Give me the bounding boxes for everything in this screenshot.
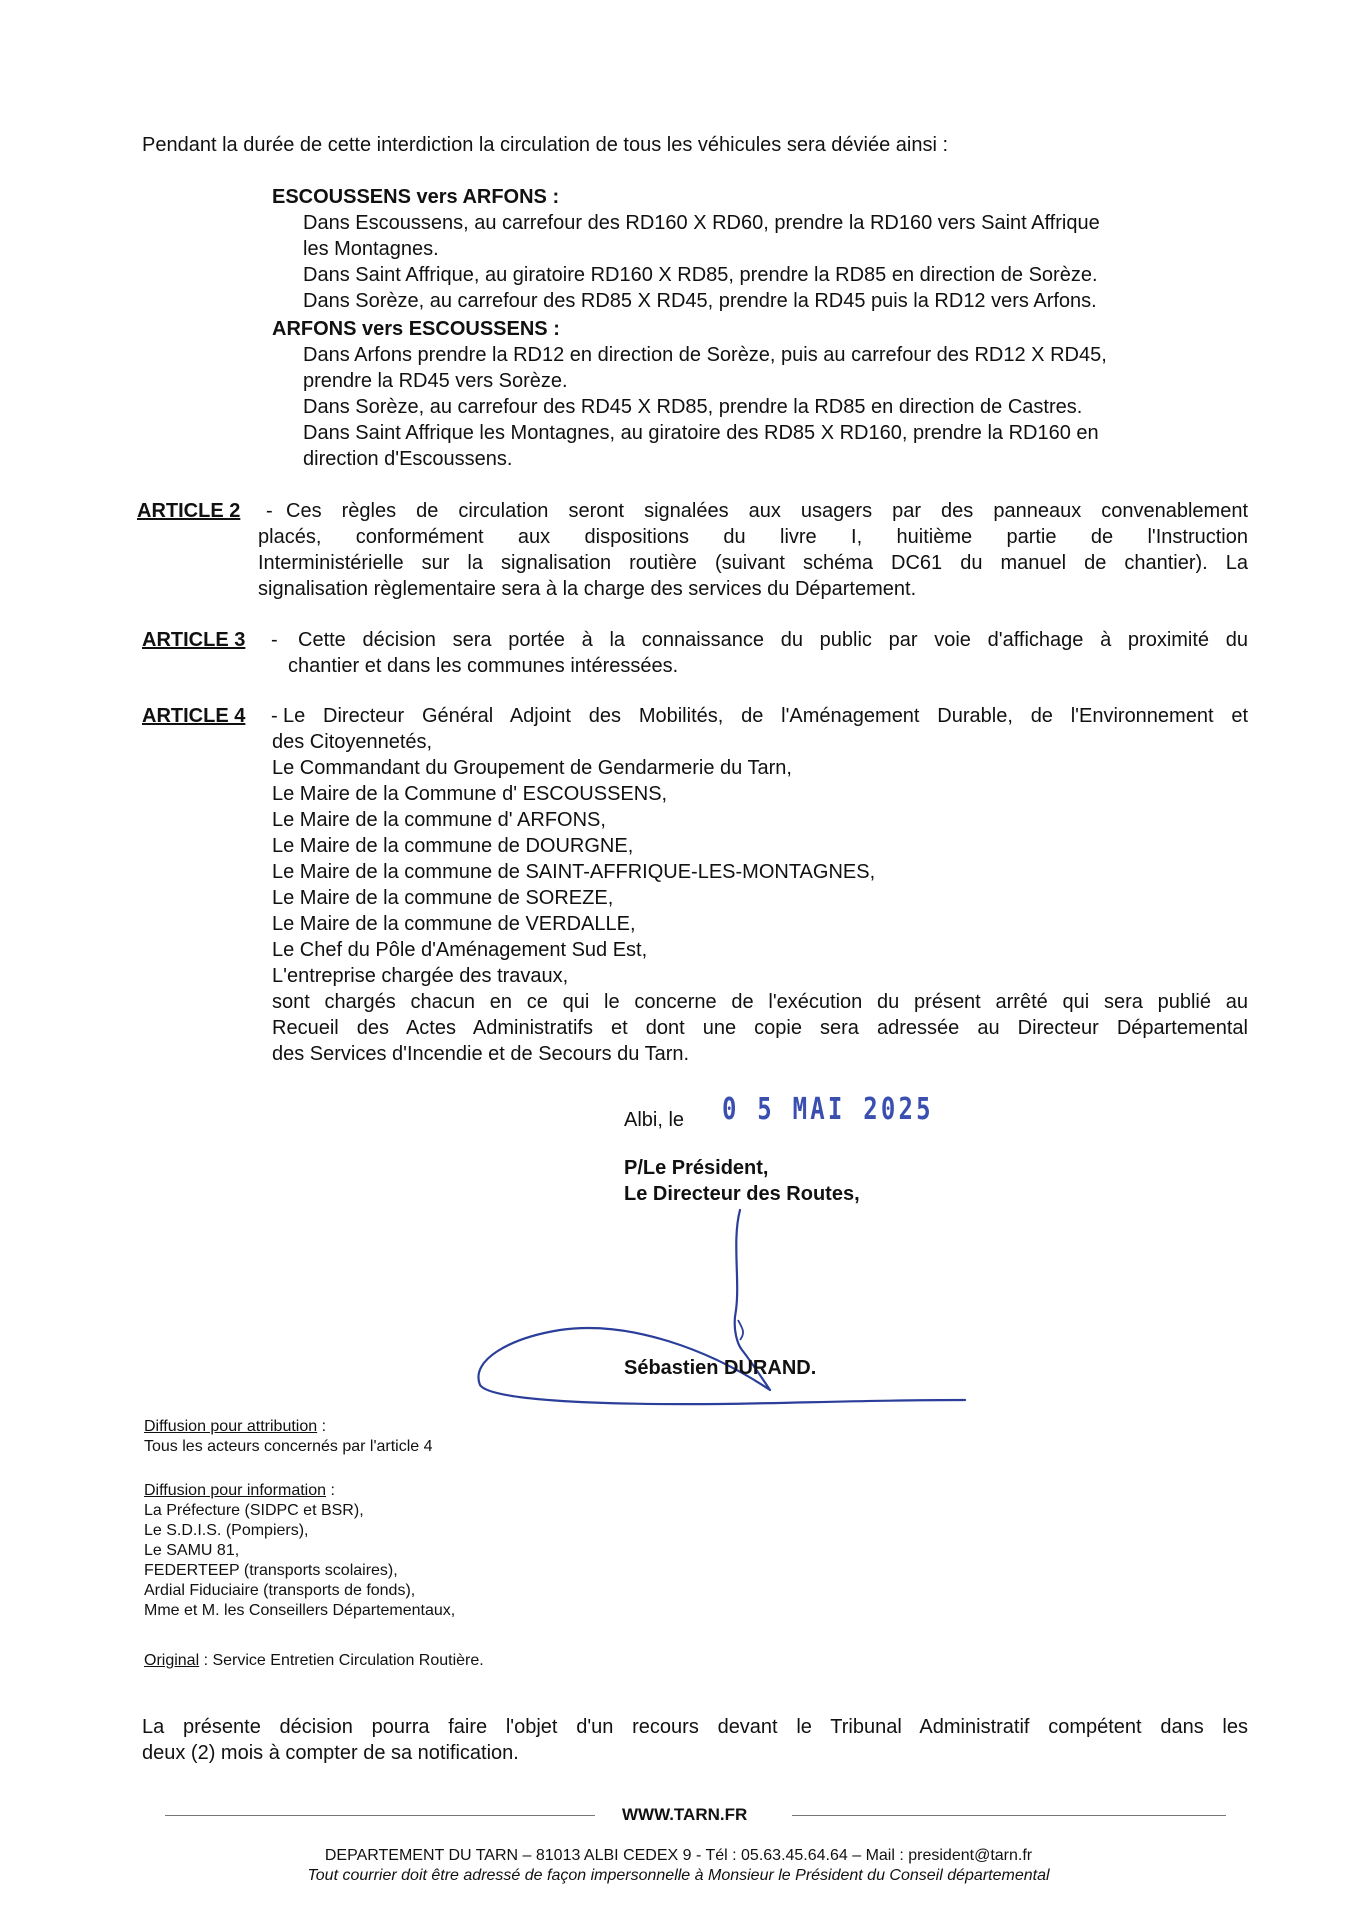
footer-divider-right xyxy=(792,1815,1226,1816)
route1-heading: ESCOUSSENS vers ARFONS : xyxy=(272,186,560,208)
diffusion-information-item: Le SAMU 81, xyxy=(144,1542,240,1559)
article4-line: Le Maire de la commune de SOREZE, xyxy=(272,887,614,909)
article4-line: Le Maire de la commune d' ARFONS, xyxy=(272,809,606,831)
footer-address: DEPARTEMENT DU TARN – 81013 ALBI CEDEX 9 - Tél : 05.63.45.64.64 – Mail : president@tarn.fr xyxy=(324,1847,1033,1864)
footer-website[interactable]: WWW.TARN.FR xyxy=(622,1805,748,1824)
signature-line1: P/Le Président, xyxy=(624,1157,769,1179)
diffusion-information-item: La Préfecture (SIDPC et BSR), xyxy=(144,1502,364,1519)
route2-heading: ARFONS vers ESCOUSSENS : xyxy=(272,318,560,340)
signature-line2: Le Directeur des Routes, xyxy=(624,1183,860,1205)
article4-line: Le Maire de la commune de SAINT-AFFRIQUE-LES-MONTAGNES, xyxy=(272,861,876,883)
diffusion-information-item: Ardial Fiduciaire (transports de fonds), xyxy=(144,1582,416,1599)
article3-label: ARTICLE 3 xyxy=(142,629,246,651)
article3-line: chantier et dans les communes intéressées. xyxy=(288,655,679,677)
article2-first-line: Ces règles de circulation seront signalées aux usagers par des panneaux convenablement xyxy=(286,500,1248,522)
intro-text: Pendant la durée de cette interdiction la circulation de tous les véhicules sera déviée ainsi : xyxy=(142,134,949,156)
article4-line: Le Commandant du Groupement de Gendarmerie du Tarn, xyxy=(272,757,792,779)
diffusion-attribution-text: Tous les acteurs concernés par l'article 4 xyxy=(144,1438,433,1455)
article4-closing-line: sont chargés chacun en ce qui le concerne de l'exécution du présent arrêté qui sera publié au xyxy=(272,991,1248,1013)
article4-first-line: Le Directeur Général Adjoint des Mobilités, de l'Aménagement Durable, de l'Environnement et xyxy=(283,705,1248,727)
article3-first-line: Cette décision sera portée à la connaissance du public par voie d'affichage à proximité du xyxy=(298,629,1248,651)
footer-divider-left xyxy=(165,1815,595,1816)
signature-place: Albi, le xyxy=(624,1109,685,1131)
original-label: Original xyxy=(144,1652,200,1669)
signatory-name: Sébastien DURAND. xyxy=(624,1357,817,1379)
article4-line: Le Maire de la Commune d' ESCOUSSENS, xyxy=(272,783,668,805)
diffusion-attribution-colon: : xyxy=(317,1418,327,1435)
article4-line: L'entreprise chargée des travaux, xyxy=(272,965,569,987)
route1-line: Dans Saint Affrique, au giratoire RD160 X RD85, prendre la RD85 en direction de Sorèze. xyxy=(303,264,1098,286)
diffusion-information-item: FEDERTEEP (transports scolaires), xyxy=(144,1562,398,1579)
original-line xyxy=(144,1651,484,1671)
article3-dash: - xyxy=(271,629,278,651)
article4-line: Le Chef du Pôle d'Aménagement Sud Est, xyxy=(272,939,648,961)
diffusion-information-item: Mme et M. les Conseillers Départementaux, xyxy=(144,1602,456,1619)
diffusion-information-colon: : xyxy=(326,1482,335,1499)
article2-dash: - xyxy=(266,500,273,522)
article4-closing-line: des Services d'Incendie et de Secours du Tarn. xyxy=(272,1043,690,1065)
route2-line: Dans Sorèze, au carrefour des RD45 X RD85, prendre la RD85 en direction de Castres. xyxy=(303,396,1083,418)
article2-line: Interministérielle sur la signalisation routière (suivant schéma DC61 du manuel de chantier). La xyxy=(258,552,1248,574)
diffusion-attribution-label: Diffusion pour attribution xyxy=(144,1418,318,1435)
diffusion-information-heading xyxy=(144,1481,335,1501)
recours-line: deux (2) mois à compter de sa notification. xyxy=(142,1742,519,1764)
article2-line: signalisation règlementaire sera à la charge des services du Département. xyxy=(258,578,917,600)
route1-line: Dans Escoussens, au carrefour des RD160 X RD60, prendre la RD160 vers Saint Affrique xyxy=(303,212,1100,234)
article4-line: des Citoyennetés, xyxy=(272,731,433,753)
route2-line: Dans Arfons prendre la RD12 en direction de Sorèze, puis au carrefour des RD12 X RD45, xyxy=(303,344,1107,366)
diffusion-information-label: Diffusion pour information xyxy=(144,1482,327,1499)
article4-label: ARTICLE 4 xyxy=(142,705,246,727)
date-stamp: 0 5 MAI 2025 xyxy=(722,1092,934,1127)
article4-dash: - xyxy=(271,705,278,727)
diffusion-information-item: Le S.D.I.S. (Pompiers), xyxy=(144,1522,309,1539)
article4-line: Le Maire de la commune de DOURGNE, xyxy=(272,835,634,857)
original-text: : Service Entretien Circulation Routière. xyxy=(199,1652,484,1669)
route2-line: direction d'Escoussens. xyxy=(303,448,513,470)
route1-line: les Montagnes. xyxy=(303,238,439,260)
footer-note: Tout courrier doit être adressé de façon impersonnelle à Monsieur le Président du Conseil départemental xyxy=(307,1867,1050,1884)
recours-line: La présente décision pourra faire l'objet d'un recours devant le Tribunal Administratif compétent dans les xyxy=(142,1716,1248,1738)
article4-closing-line: Recueil des Actes Administratifs et dont une copie sera adressée au Directeur Départemental xyxy=(272,1017,1248,1039)
diffusion-attribution-heading xyxy=(144,1417,326,1437)
route2-line: prendre la RD45 vers Sorèze. xyxy=(303,370,568,392)
route2-line: Dans Saint Affrique les Montagnes, au giratoire des RD85 X RD160, prendre la RD160 en xyxy=(303,422,1099,444)
article2-label: ARTICLE 2 xyxy=(137,500,241,522)
article2-line: placés, conformément aux dispositions du livre I, huitième partie de l'Instruction xyxy=(258,526,1248,548)
route1-line: Dans Sorèze, au carrefour des RD85 X RD45, prendre la RD45 puis la RD12 vers Arfons. xyxy=(303,290,1097,312)
article4-line: Le Maire de la commune de VERDALLE, xyxy=(272,913,636,935)
